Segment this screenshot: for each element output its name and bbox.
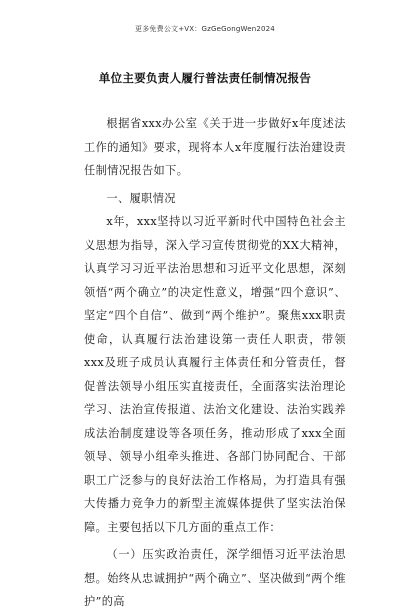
paragraph-body: x年，xxx坚持以习近平新时代中国特色社会主义思想为指导，深入学习宣传贯彻党的XX大精神，认真学习习近平法治思想和习近平文化思想，深刻领悟“两个确立”的决定性意义，增强“四个意识”、坚定“四个自信”、做到“两个维护”。聚焦xxx职责使命，认真履行法治建设第一责任人职责，带领xxx及班子成员认真履行主体责任和分管责任，督促普法领导小组压实直接责任，全面落实法治理论学习、法治宣传报道、法治文化建设、法治实践养成法治制度建设等各项任务，推动形成了xxx全面领导、领导小组牵头推进、各部门协同配合、干部职工广泛参与的良好法治工作格局，为打造具有强大传播力竞争力的新型主流媒体提供了坚实法治保障。主要包括以下几方面的重点工作： [84, 215, 346, 534]
paragraph-intro: 根据省xxx办公室《关于进一步做好x年度述法工作的通知》要求，现将本人x年度履行法治建设责任制情况报告如下。 [84, 117, 346, 177]
header-note: 更多免费公文+VX：GzGeGongWen2024 [135, 25, 275, 33]
section-heading: 一、履职情况 [106, 191, 176, 205]
paragraph-subsection: （一）压实政治责任，深学细悟习近平法治思想。始终从忠诚拥护“两个确立”、坚决做到“两个维护”的高 [84, 548, 346, 608]
document-body [84, 112, 346, 614]
document-title: 单位主要负责人履行普法责任制情况报告 [98, 71, 312, 85]
